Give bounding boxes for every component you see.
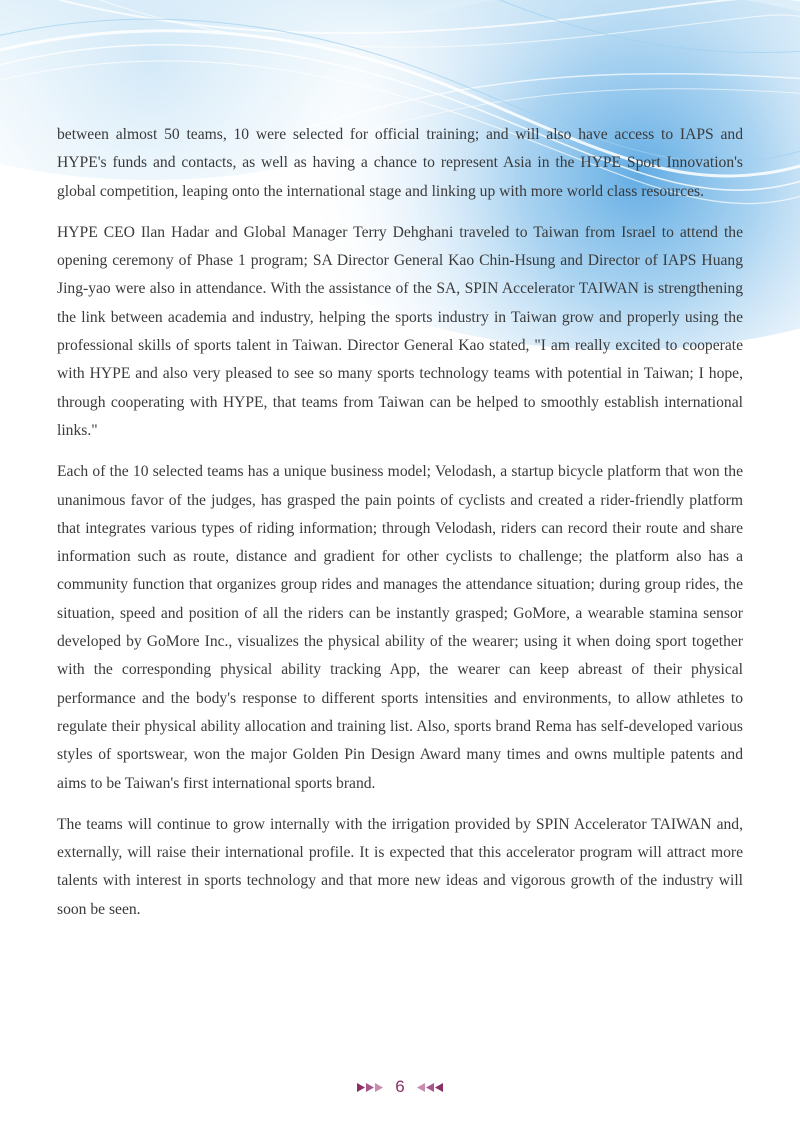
article-body [57,121,743,937]
paragraph-3: Each of the 10 selected teams has a unique business model; Velodash, a startup bicycle platform that won the unanimous favor of the judges, has grasped the pain points of cyclists and created a rider-friendly platform that integrates various types of riding information; through Velodash, riders can record their route and share information such as route, distance and gradient for other cyclists to challenge; the platform also has a community function that organizes group rides and manages the attendance situation; during group rides, the situation, speed and position of all the riders can be instantly grasped; GoMore, a wearable stamina sensor developed by GoMore Inc., visualizes the physical ability of the wearer; using it when doing sport together with the corresponding physical ability tracking App, the wearer can keep abreast of their physical performance and the body's response to different sports intensities and environments, to allow athletes to regulate their physical ability allocation and training list. Also, sports brand Rema has self-developed various styles of sportswear, won the major Golden Pin Design Award many times and owns multiple patents and aims to be Taiwan's first international sports brand. [57,463,743,792]
paragraph-2: HYPE CEO Ilan Hadar and Global Manager Terry Dehghani traveled to Taiwan from Israel to attend the opening ceremony of Phase 1 program; SA Director General Kao Chin-Hsung and Director of IAPS Huang Jing-yao were also in attendance. With the assistance of the SA, SPIN Accelerator TAIWAN is strengthening the link between academia and industry, helping the sports industry in Taiwan grow and properly using the professional skills of sports talent in Taiwan. Director General Kao stated, "I am really excited to cooperate with HYPE and also very pleased to see so many sports technology teams with potential in Taiwan; I hope, through cooperating with HYPE, that teams from Taiwan can be helped to smoothly establish international links." [57,223,743,439]
page-footer [0,1075,800,1099]
paragraph-1: between almost 50 teams, 10 were selected for official training; and will also have access to IAPS and HYPE's funds and contacts, as well as having a chance to represent Asia in the HYPE Sport Innovation's global competition, leaping onto the international stage and linking up with more world class resources. [57,126,743,200]
triple-left-arrow-icon [417,1083,443,1092]
page-number: 6 [395,1077,405,1096]
paragraph-4: The teams will continue to grow internally with the irrigation provided by SPIN Accelerator TAIWAN and, externally, will raise their international profile. It is expected that this accelerator program will attract more talents with interest in sports technology and that more new ideas and vigorous growth of the industry will soon be seen. [57,815,743,918]
triple-right-arrow-icon [357,1083,383,1092]
